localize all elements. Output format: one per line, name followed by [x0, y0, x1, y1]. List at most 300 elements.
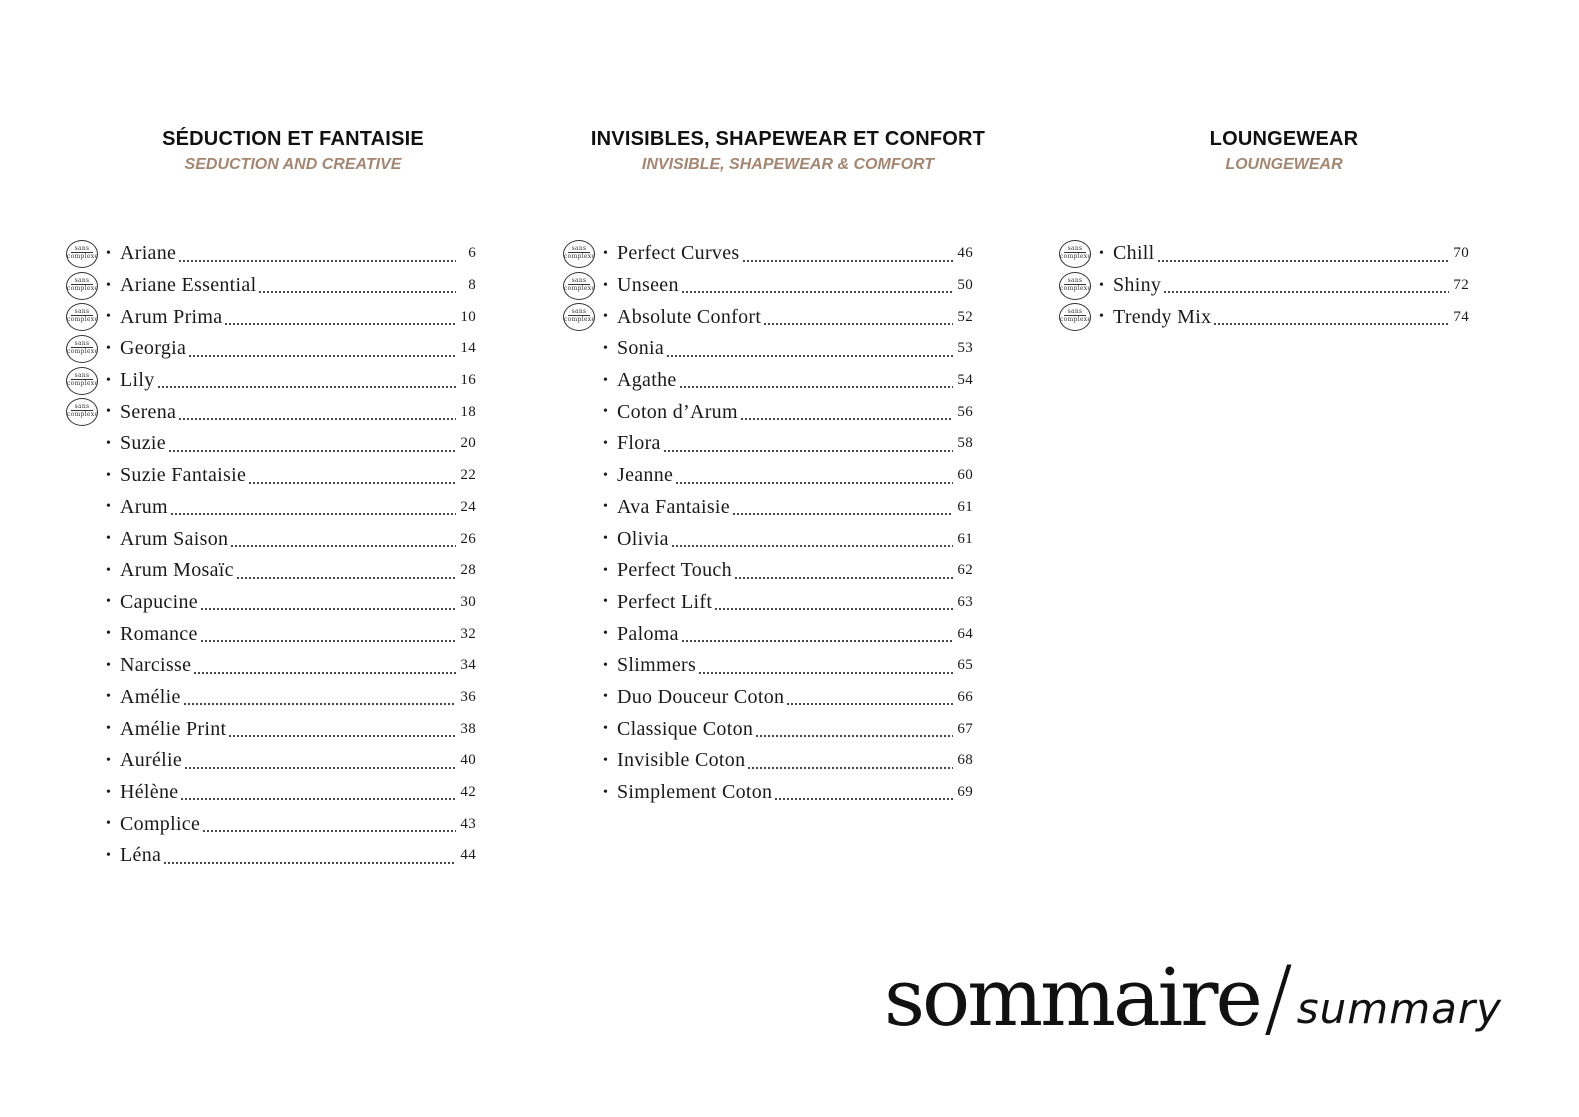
sans-complexe-badge-icon	[66, 303, 98, 331]
dot-leader	[666, 355, 953, 357]
entry-page-number: 64	[957, 625, 973, 642]
entry-name: Classique Coton	[617, 717, 754, 740]
badge-slot	[66, 747, 100, 775]
entry-list	[563, 238, 973, 808]
entry-page-number: 8	[468, 277, 476, 294]
entry-name: Absolute Confort	[617, 305, 762, 328]
toc-entry[interactable]	[563, 555, 973, 587]
badge-slot	[66, 272, 100, 300]
dot-leader	[157, 386, 456, 388]
toc-entry[interactable]	[66, 301, 476, 333]
sans-complexe-badge-icon	[563, 303, 595, 331]
entry-page-number: 61	[957, 498, 973, 515]
sans-complexe-badge-icon	[66, 398, 98, 426]
column-header	[66, 128, 520, 174]
bullet-icon: •	[603, 721, 609, 737]
entry-name: Amélie Print	[120, 717, 227, 740]
entry-name: Ariane	[120, 242, 177, 265]
toc-entry[interactable]	[1059, 301, 1469, 333]
section-title-en: LOUNGEWEAR	[1225, 156, 1343, 173]
toc-entry[interactable]	[66, 650, 476, 682]
dot-leader	[681, 640, 953, 642]
column-loungewear	[1059, 128, 1509, 333]
toc-entry[interactable]	[563, 238, 973, 270]
toc-entry[interactable]	[66, 523, 476, 555]
badge-slot	[66, 493, 100, 521]
dot-leader	[178, 260, 456, 262]
toc-entry[interactable]	[66, 713, 476, 745]
entry-name: Sonia	[617, 337, 665, 360]
toc-entry[interactable]	[563, 682, 973, 714]
dot-leader	[1157, 260, 1449, 262]
dot-leader	[188, 355, 456, 357]
dot-leader	[763, 323, 953, 325]
entry-page-number: 69	[957, 784, 973, 801]
badge-slot	[66, 810, 100, 838]
sans-complexe-badge-icon	[66, 272, 98, 300]
badge-text-top: sans	[74, 276, 90, 284]
toc-entry[interactable]	[66, 745, 476, 777]
entry-page-number: 60	[957, 467, 973, 484]
column-header	[563, 128, 1013, 174]
entry-page-number: 56	[957, 403, 973, 420]
bullet-icon: •	[603, 467, 609, 483]
badge-text-top: sans	[74, 308, 90, 316]
entry-page-number: 70	[1453, 245, 1469, 262]
toc-entry[interactable]	[66, 682, 476, 714]
badge-slot	[563, 303, 597, 331]
badge-text-bottom: complexe	[67, 347, 99, 355]
column-header	[1059, 128, 1509, 174]
entry-name: Perfect Touch	[617, 559, 732, 582]
toc-entry[interactable]	[66, 840, 476, 872]
toc-entry[interactable]	[66, 428, 476, 460]
badge-slot	[66, 779, 100, 807]
entry-name: Flora	[617, 432, 661, 455]
summary-title-en: summary	[1296, 984, 1502, 1033]
toc-entry[interactable]	[563, 270, 973, 302]
toc-entry[interactable]	[563, 587, 973, 619]
entry-name: Léna	[120, 844, 162, 867]
bullet-icon: •	[603, 784, 609, 800]
bullet-icon: •	[603, 277, 609, 293]
bullet-icon: •	[603, 689, 609, 705]
dot-leader	[200, 640, 456, 642]
entry-page-number: 24	[460, 498, 476, 515]
entry-name: Olivia	[617, 527, 669, 550]
column-invisibles	[563, 128, 1013, 808]
toc-entry[interactable]	[563, 428, 973, 460]
dot-leader	[202, 830, 456, 832]
bullet-icon: •	[603, 626, 609, 642]
badge-slot	[66, 620, 100, 648]
dot-leader	[747, 767, 953, 769]
badge-slot	[563, 620, 597, 648]
bullet-icon: •	[603, 752, 609, 768]
badge-text-bottom: complexe	[1060, 316, 1092, 324]
bullet-icon: •	[106, 562, 112, 578]
badge-text-top: sans	[1067, 276, 1083, 284]
entry-page-number: 67	[957, 720, 973, 737]
toc-entry[interactable]	[563, 713, 973, 745]
bullet-icon: •	[106, 721, 112, 737]
entry-name: Invisible Coton	[617, 749, 746, 772]
bullet-icon: •	[603, 340, 609, 356]
entry-page-number: 42	[460, 784, 476, 801]
dot-leader	[732, 513, 953, 515]
entry-name: Complice	[120, 812, 201, 835]
badge-slot	[66, 398, 100, 426]
dot-leader	[163, 862, 456, 864]
dot-leader	[675, 482, 953, 484]
entry-page-number: 72	[1453, 277, 1469, 294]
badge-slot	[563, 747, 597, 775]
section-title-fr: SÉDUCTION ET FANTAISIE	[162, 128, 424, 150]
bullet-icon: •	[106, 816, 112, 832]
entry-page-number: 74	[1453, 308, 1469, 325]
entry-page-number: 18	[460, 403, 476, 420]
dot-leader	[698, 672, 953, 674]
bullet-icon: •	[106, 626, 112, 642]
badge-slot	[563, 557, 597, 585]
entry-page-number: 40	[460, 752, 476, 769]
badge-slot	[1059, 272, 1093, 300]
dot-leader	[681, 291, 953, 293]
badge-slot	[66, 842, 100, 870]
sans-complexe-badge-icon	[563, 272, 595, 300]
badge-text-bottom: complexe	[67, 284, 99, 292]
entry-name: Suzie	[120, 432, 166, 455]
bullet-icon: •	[106, 657, 112, 673]
entry-page-number: 46	[957, 245, 973, 262]
entry-name: Agathe	[617, 369, 677, 392]
summary-title	[884, 948, 1502, 1048]
badge-slot	[563, 493, 597, 521]
dot-leader	[740, 418, 953, 420]
toc-entry[interactable]	[66, 396, 476, 428]
bullet-icon: •	[603, 499, 609, 515]
dot-leader	[755, 735, 953, 737]
toc-entry[interactable]	[563, 396, 973, 428]
entry-name: Slimmers	[617, 654, 697, 677]
entry-page-number: 65	[957, 657, 973, 674]
toc-entry[interactable]	[563, 301, 973, 333]
dot-leader	[184, 767, 456, 769]
toc-entry[interactable]	[563, 777, 973, 809]
entry-page-number: 53	[957, 340, 973, 357]
bullet-icon: •	[106, 594, 112, 610]
entry-name: Perfect Curves	[617, 242, 740, 265]
entry-page-number: 30	[460, 593, 476, 610]
dot-leader	[170, 513, 456, 515]
dot-leader	[258, 291, 456, 293]
toc-entry[interactable]	[66, 492, 476, 524]
bullet-icon: •	[1099, 277, 1105, 293]
toc-entry[interactable]	[563, 745, 973, 777]
sans-complexe-badge-icon	[66, 240, 98, 268]
badge-text-bottom: complexe	[564, 252, 596, 260]
entry-name: Georgia	[120, 337, 187, 360]
toc-entry[interactable]	[563, 650, 973, 682]
bullet-icon: •	[106, 435, 112, 451]
bullet-icon: •	[603, 372, 609, 388]
entry-page-number: 61	[957, 530, 973, 547]
entry-name: Arum Mosaïc	[120, 559, 234, 582]
entry-page-number: 54	[957, 372, 973, 389]
badge-slot	[66, 335, 100, 363]
toc-entry[interactable]	[563, 365, 973, 397]
entry-page-number: 28	[460, 562, 476, 579]
entry-page-number: 20	[460, 435, 476, 452]
entry-page-number: 68	[957, 752, 973, 769]
entry-name: Chill	[1113, 242, 1155, 265]
badge-slot	[563, 335, 597, 363]
badge-slot	[563, 652, 597, 680]
badge-text-top: sans	[571, 244, 587, 252]
badge-slot	[66, 462, 100, 490]
dot-leader	[183, 703, 456, 705]
entry-page-number: 43	[460, 815, 476, 832]
dot-leader	[734, 577, 953, 579]
badge-text-bottom: complexe	[67, 316, 99, 324]
badge-slot	[66, 430, 100, 458]
sans-complexe-badge-icon	[1059, 303, 1091, 331]
dot-leader	[248, 482, 456, 484]
entry-name: Duo Douceur Coton	[617, 685, 785, 708]
bullet-icon: •	[603, 309, 609, 325]
badge-slot	[66, 683, 100, 711]
toc-entry[interactable]	[563, 460, 973, 492]
bullet-icon: •	[106, 309, 112, 325]
section-title-fr: INVISIBLES, SHAPEWEAR ET CONFORT	[590, 128, 986, 150]
badge-text-top: sans	[1067, 244, 1083, 252]
entry-name: Arum Saison	[120, 527, 229, 550]
badge-slot	[1059, 303, 1093, 331]
dot-leader	[168, 450, 456, 452]
toc-entry[interactable]	[66, 365, 476, 397]
entry-page-number: 10	[460, 308, 476, 325]
badge-slot	[563, 240, 597, 268]
bullet-icon: •	[106, 531, 112, 547]
bullet-icon: •	[603, 657, 609, 673]
toc-entry[interactable]	[563, 492, 973, 524]
badge-text-top: sans	[74, 403, 90, 411]
dot-leader	[774, 798, 953, 800]
entry-page-number: 16	[460, 372, 476, 389]
entry-name: Unseen	[617, 274, 679, 297]
sans-complexe-badge-icon	[66, 367, 98, 395]
bullet-icon: •	[603, 594, 609, 610]
badge-slot	[563, 715, 597, 743]
badge-slot	[66, 715, 100, 743]
toc-entry[interactable]	[66, 270, 476, 302]
column-seduction	[66, 128, 520, 872]
badge-slot	[66, 557, 100, 585]
badge-text-top: sans	[571, 276, 587, 284]
toc-entry[interactable]	[1059, 238, 1469, 270]
dot-leader	[178, 418, 456, 420]
badge-slot	[66, 652, 100, 680]
entry-name: Narcisse	[120, 654, 192, 677]
toc-entry[interactable]	[563, 333, 973, 365]
dot-leader	[714, 608, 953, 610]
toc-entry[interactable]	[66, 333, 476, 365]
entry-name: Suzie Fantaisie	[120, 464, 247, 487]
entry-name: Paloma	[617, 622, 679, 645]
dot-leader	[200, 608, 456, 610]
badge-text-bottom: complexe	[1060, 252, 1092, 260]
entry-name: Serena	[120, 400, 177, 423]
summary-title-slash: /	[1263, 948, 1293, 1048]
entry-list	[66, 238, 476, 872]
bullet-icon: •	[106, 245, 112, 261]
dot-leader	[1163, 291, 1449, 293]
entry-name: Trendy Mix	[1113, 305, 1212, 328]
entry-page-number: 63	[957, 593, 973, 610]
badge-slot	[563, 525, 597, 553]
toc-entry[interactable]	[66, 555, 476, 587]
toc-entry[interactable]	[563, 523, 973, 555]
badge-text-bottom: complexe	[67, 252, 99, 260]
entry-page-number: 44	[460, 847, 476, 864]
bullet-icon: •	[106, 847, 112, 863]
badge-text-bottom: complexe	[67, 379, 99, 387]
bullet-icon: •	[106, 372, 112, 388]
entry-name: Shiny	[1113, 274, 1162, 297]
entry-page-number: 66	[957, 688, 973, 705]
badge-text-top: sans	[1067, 308, 1083, 316]
section-title-fr: LOUNGEWEAR	[1209, 128, 1359, 150]
sans-complexe-badge-icon	[1059, 272, 1091, 300]
entry-page-number: 52	[957, 308, 973, 325]
bullet-icon: •	[106, 752, 112, 768]
toc-entry[interactable]	[66, 460, 476, 492]
dot-leader	[230, 545, 456, 547]
badge-text-bottom: complexe	[1060, 284, 1092, 292]
entry-page-number: 62	[957, 562, 973, 579]
badge-slot	[66, 303, 100, 331]
entry-name: Amélie	[120, 685, 181, 708]
entry-name: Aurélie	[120, 749, 183, 772]
dot-leader	[193, 672, 456, 674]
bullet-icon: •	[603, 531, 609, 547]
bullet-icon: •	[106, 404, 112, 420]
bullet-icon: •	[1099, 309, 1105, 325]
dot-leader	[236, 577, 456, 579]
badge-slot	[1059, 240, 1093, 268]
bullet-icon: •	[106, 340, 112, 356]
summary-title-fr: sommaire	[884, 951, 1260, 1044]
dot-leader	[180, 798, 456, 800]
badge-text-top: sans	[571, 308, 587, 316]
badge-slot	[66, 240, 100, 268]
entry-name: Ariane Essential	[120, 274, 257, 297]
toc-entry[interactable]	[66, 618, 476, 650]
badge-slot	[66, 525, 100, 553]
badge-slot	[563, 430, 597, 458]
dot-leader	[228, 735, 456, 737]
entry-name: Ava Fantaisie	[617, 495, 730, 518]
bullet-icon: •	[1099, 245, 1105, 261]
toc-entry[interactable]	[66, 587, 476, 619]
sans-complexe-badge-icon	[1059, 240, 1091, 268]
sans-complexe-badge-icon	[66, 335, 98, 363]
sans-complexe-badge-icon	[563, 240, 595, 268]
toc-entry[interactable]	[1059, 270, 1469, 302]
entry-name: Lily	[120, 369, 155, 392]
entry-page-number: 22	[460, 467, 476, 484]
entry-name: Capucine	[120, 590, 198, 613]
badge-slot	[563, 462, 597, 490]
bullet-icon: •	[603, 435, 609, 451]
bullet-icon: •	[106, 784, 112, 800]
entry-page-number: 58	[957, 435, 973, 452]
toc-entry[interactable]	[66, 238, 476, 270]
entry-name: Hélène	[120, 781, 179, 804]
badge-slot	[563, 272, 597, 300]
bullet-icon: •	[106, 277, 112, 293]
entry-name: Simplement Coton	[617, 781, 773, 804]
section-title-en: INVISIBLE, SHAPEWEAR & COMFORT	[641, 156, 935, 173]
entry-page-number: 38	[460, 720, 476, 737]
badge-slot	[563, 398, 597, 426]
badge-slot	[563, 683, 597, 711]
entry-page-number: 32	[460, 625, 476, 642]
entry-name: Coton d’Arum	[617, 400, 738, 423]
badge-slot	[563, 779, 597, 807]
bullet-icon: •	[106, 689, 112, 705]
entry-page-number: 34	[460, 657, 476, 674]
entry-page-number: 6	[468, 245, 476, 262]
badge-slot	[66, 367, 100, 395]
entry-name: Arum	[120, 495, 168, 518]
entry-name: Jeanne	[617, 464, 674, 487]
entry-list	[1059, 238, 1469, 333]
badge-slot	[563, 367, 597, 395]
badge-text-top: sans	[74, 371, 90, 379]
dot-leader	[663, 450, 953, 452]
entry-name: Arum Prima	[120, 305, 223, 328]
badge-text-bottom: complexe	[564, 316, 596, 324]
entry-page-number: 36	[460, 688, 476, 705]
bullet-icon: •	[603, 245, 609, 261]
entry-page-number: 26	[460, 530, 476, 547]
entry-name: Romance	[120, 622, 198, 645]
toc-entry[interactable]	[563, 618, 973, 650]
entry-page-number: 14	[460, 340, 476, 357]
badge-text-top: sans	[74, 339, 90, 347]
badge-text-bottom: complexe	[564, 284, 596, 292]
badge-text-top: sans	[74, 244, 90, 252]
toc-entry[interactable]	[66, 777, 476, 809]
entry-name: Perfect Lift	[617, 590, 713, 613]
toc-entry[interactable]	[66, 808, 476, 840]
bullet-icon: •	[106, 499, 112, 515]
dot-leader	[224, 323, 456, 325]
badge-slot	[66, 588, 100, 616]
section-title-en: SEDUCTION AND CREATIVE	[184, 156, 402, 173]
entry-page-number: 50	[957, 277, 973, 294]
dot-leader	[1213, 323, 1449, 325]
badge-slot	[563, 588, 597, 616]
dot-leader	[679, 386, 953, 388]
bullet-icon: •	[603, 404, 609, 420]
dot-leader	[671, 545, 953, 547]
dot-leader	[742, 260, 954, 262]
dot-leader	[786, 703, 953, 705]
bullet-icon: •	[106, 467, 112, 483]
bullet-icon: •	[603, 562, 609, 578]
